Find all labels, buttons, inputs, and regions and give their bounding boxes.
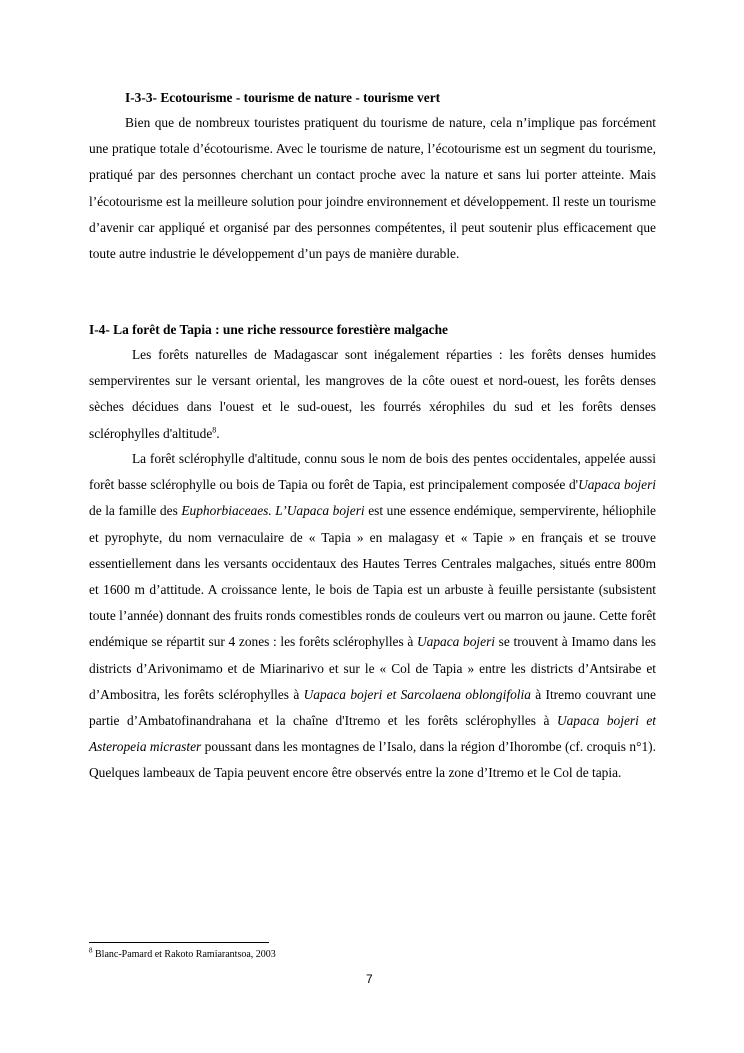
paragraph-foret-sclerophylle xyxy=(89,446,656,787)
text-run: La forêt sclérophylle d'altitude, connu sous le nom de bois des pentes occidentales, appelée aussi forêt basse sclérophylle ou bois de Tapia ou forêt de Tapia, est principalement composée d' xyxy=(89,451,656,493)
text-run: est une essence endémique, sempervirente, héliophile et pyrophyte, du nom vernaculaire de « Tapia » en malagasy et « Tapie » en français et se trouve essentiellement dans les versants occidentaux des Hautes Terres Centrales malgaches, situés entre 800m et 1600 m d’attitude. A croissance lente, le bois de Tapia est un arbuste à feuille persistante (subsistent toute l’année) donnant des fruits ronds comestibles ronds de couleurs vert ou marron ou jaune. Cette forêt endémique se répartit sur 4 zones : les forêts sclérophylles à xyxy=(89,503,657,650)
paragraph-forets-naturelles-text xyxy=(89,342,656,447)
footnote-number: 8 xyxy=(89,946,93,955)
text-run: à Itremo couvrant une partie d’Ambatofinandrahana et la chaîne d'Itremo et les forêts sclérophylles à xyxy=(89,686,657,729)
paragraph-foret-sclerophylle-text xyxy=(89,446,656,787)
text-run: poussant dans les montagnes de l’Isalo, dans la région d’Ihorombe (cf. croquis n°1). Quelques lambeaux de Tapia peuvent encore être observés entre la zone d’Itremo et le Col de tapia. xyxy=(89,739,656,781)
species-name-italic: Uapaca bojeri xyxy=(416,634,496,650)
footnote xyxy=(89,948,276,962)
footnote-reference[interactable]: 8 xyxy=(212,425,217,435)
paragraph-ecotourisme-text: Bien que de nombreux touristes pratiquent du tourisme de nature, cela n’implique pas forcément une pratique totale d’écotourisme. Avec le tourisme de nature, l’écotourisme est un segment du tourisme, pratiqué par des personnes cherchant un contact proche avec la nature et sans lui porter atteinte. Mais l’écotourisme est la meilleure solution pour joindre environnement et développement. Il reste un tourisme d’avenir car appliqué et organisé par des personnes compétentes, il peut soutenir plus efficacement que toute autre industrie le développement d’un pays de manière durable. xyxy=(89,115,656,262)
paragraph-forets-naturelles-body: Les forêts naturelles de Madagascar sont inégalement réparties : les forêts denses humides sempervirentes sur le versant oriental, les mangroves de la côte ouest et nord-ouest, les forêts denses sèches décidues dans l'ouest et le sud-ouest, les fourrés xérophiles du sud et les forêts denses sclérophylles d'altitude xyxy=(89,347,656,441)
text-run: de la famille des xyxy=(89,503,182,519)
section-heading-foret-de-tapia: I-4- La forêt de Tapia : une riche ressource forestière malgache xyxy=(89,322,449,337)
family-name-italic: Euphorbiaceaes. L’Uapaca bojeri xyxy=(181,503,365,519)
paragraph-forets-naturelles-end: . xyxy=(216,425,220,441)
species-name-italic: Uapaca bojeri xyxy=(578,477,657,493)
species-name-italic: Uapaca bojeri et Sarcolaena oblongifolia xyxy=(303,686,531,702)
paragraph-ecotourisme xyxy=(89,110,656,267)
text-run: se trouvent à Imamo dans les districts d’Arivonimamo et de Miarinarivo et sur le « Col de Tapia » entre les districts d’Antsirabe et d’Ambositra, les forêts sclérophylles à xyxy=(89,634,656,702)
footnote-text: Blanc-Pamard et Rakoto Ramiarantsoa, 2003 xyxy=(92,949,276,960)
footnote-separator xyxy=(89,942,269,943)
section-heading-ecotourisme: I-3-3- Ecotourisme - tourisme de nature - tourisme vert xyxy=(125,90,441,105)
page-number: 7 xyxy=(366,972,373,986)
species-name-italic: Uapaca bojeri et Asteropeia micraster xyxy=(89,713,656,755)
paragraph-forets-naturelles xyxy=(89,342,656,447)
